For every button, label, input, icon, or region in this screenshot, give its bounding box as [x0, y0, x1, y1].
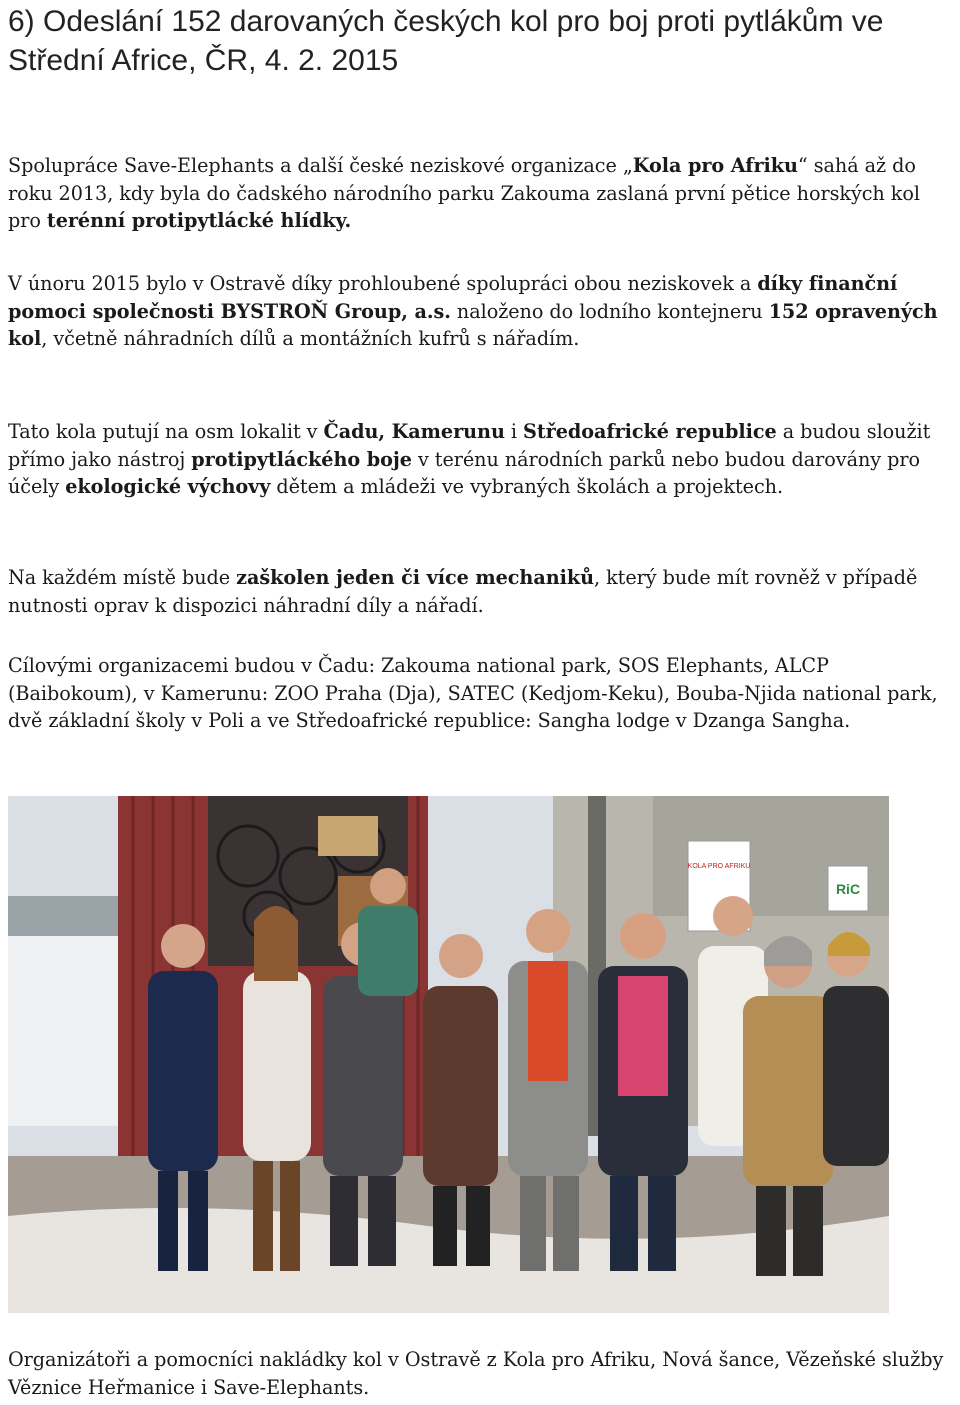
photo-caption: Organizátoři a pomocníci nakládky kol v Ostravě z Kola pro Afriku, Nová šance, Vězeňské služby Věznice Heřmanice i Save-Elephants.: [8, 1348, 944, 1399]
emphasis: zaškolen jeden či více mechaniků: [236, 566, 594, 589]
emphasis: protipytláckého boje: [191, 447, 412, 471]
emphasis: Středoafrické republice: [523, 420, 777, 443]
text: v terénu národních parků nebo budou darovány pro účely: [8, 447, 920, 498]
group-photo-illustration: [8, 796, 889, 1313]
text: , který bude mít rovněž v případě nutnosti oprav k dispozici náhradní díly a nářadí.: [8, 566, 918, 617]
text: “ sahá až do roku 2013, kdy byla do čadského národního parku Zakouma zaslaná první pětice horských kol pro: [8, 154, 920, 232]
emphasis: Kola pro Afriku: [632, 154, 798, 177]
emphasis: Čadu, Kamerunu: [323, 420, 505, 443]
text: V únoru 2015 bylo v Ostravě díky prohloubené spolupráci obou neziskovek a: [8, 272, 758, 295]
paragraph-shipment: [8, 270, 958, 353]
text: dětem a mládeži ve vybraných školách a projektech.: [270, 475, 783, 498]
text: a budou sloužit přímo jako nástroj: [8, 420, 931, 471]
emphasis: 152 opravených kol: [8, 299, 938, 350]
emphasis: terénní protipytlácké hlídky.: [46, 209, 352, 232]
paragraph-mechanics: [8, 564, 958, 619]
paragraph-organizations: Cílovými organizacemi budou v Čadu: Zakouma national park, SOS Elephants, ALCP (Baibokoum), v Kamerunu: ZOO Praha (Dja), SATEC (Kedjom-Keku), Bouba-Njida national park, dvě základní školy v Poli a ve Středoafrické republice: Sangha lodge v Dzanga Sangha.: [8, 654, 938, 732]
text: Na každém místě bude: [8, 566, 237, 589]
text: Tato kola putují na osm lokalit v: [8, 420, 324, 443]
text: Spolupráce Save-Elephants a další české neziskové organizace „: [8, 154, 633, 177]
text: i: [504, 420, 524, 443]
emphasis: díky finanční pomoci společnosti BYSTROŇ Group, a.s.: [8, 272, 898, 323]
text: , včetně náhradních dílů a montážních kufrů s nářadím.: [41, 327, 580, 350]
page-title: 6) Odeslání 152 darovaných českých kol pro boj proti pytlákům ve Střední Africe, ČR, 4. 2. 2015: [8, 5, 884, 77]
emphasis: ekologické výchovy: [65, 475, 271, 498]
group-photo: [8, 796, 889, 1313]
paragraph-destinations: [8, 418, 958, 501]
text: naloženo do lodního kontejneru: [450, 299, 769, 323]
sign-ric: RiC: [835, 881, 861, 897]
paragraph-intro: [8, 152, 958, 235]
poster-text: KOLA PRO AFRIKU: [687, 863, 751, 870]
